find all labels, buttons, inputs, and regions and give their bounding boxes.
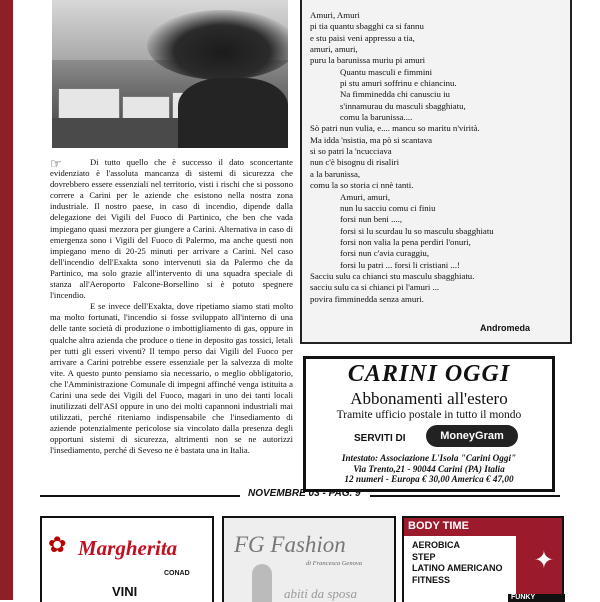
poem-line: Ma idda 'nsistia, ma pò si scantava [310,134,433,145]
left-red-edge [0,0,13,600]
poem-line: sacciu sulu ca si chianci pi l'amuri ... [310,282,440,293]
vini-label: VINI [112,584,138,599]
footer-rule [40,495,240,497]
margherita-name: Margherita [78,536,178,560]
poem-line: si so patri la 'ncucciava [310,146,392,157]
list-item: LATINO AMERICANO [412,563,503,573]
list-item: AEROBICA [412,540,461,550]
ad-address-line: 12 numeri - Europa € 30,00 America € 47,00 [344,474,514,485]
fire-photo [52,0,288,148]
page-footer [40,488,560,504]
poem-line: Amuri, Amuri [310,10,360,20]
ad-services-label: SERVITI DI [354,433,406,444]
poem-line: comu la barunissa.... [340,112,413,123]
poem-line: s'innamurau du masculi sbagghiatu, [340,100,466,111]
poem-signature: Andromeda [480,323,531,333]
poem-line: Amuri, amuri, [340,191,391,202]
fashion-name [234,532,346,558]
fashion-monogram: FG [234,532,265,557]
poem-line: nun lu sacciu comu ci finiu [340,202,436,213]
poem-line: forsi lu patri ... forsi li cristiani ...! [340,259,460,270]
list-item: STEP [412,551,436,562]
moneygram-logo: MoneyGram [426,425,518,447]
fashion-title: Fashion [270,532,346,557]
margherita-ad [40,516,214,602]
ad-address [306,453,552,485]
bodytime-title: BODY TIME [408,520,469,532]
poem-line: e stu paisi veni appressu a tia, [310,32,415,43]
poem-line: Sacciu sulu ca chianci stu masculu sbagghiatu. [310,270,475,281]
carini-oggi-ad [303,356,555,492]
dress-icon [252,564,272,602]
footer-page-label: NOVEMBRE 03 - PAG. 9 [248,488,361,499]
ad-address-line: Intestato: Associazione L'Isola "Carini Oggi" [341,453,517,463]
ad-title: Abbonamenti all'estero [350,389,508,408]
fashion-tagline: abiti da sposa [284,586,357,601]
poem-line: comu la so storia ci nnè tanti. [310,180,414,191]
poem-line: Na fimminedda chi canusciu iu [340,89,450,100]
poem-line: forsi non valia la pena perdiri l'onuri, [340,236,471,247]
ad-brand: CARINI OGGI [347,361,511,387]
flower-icon: ✿ [48,532,67,557]
conad-logo: CONAD [164,570,190,577]
bodytime-ad [402,516,564,602]
poem-line: Sò patri nun vulia, e.... mancu so maritu n'virità. [310,123,480,134]
poem-line: forsi nun beni ...., [340,214,403,225]
dancer-icon: ✦ [533,548,554,574]
poem-line: a la barunissa, [310,168,361,179]
poem-line: pi tia quantu sbagghi ca si fannu [310,21,424,32]
bodytime-list [412,540,503,586]
poem-line: forsi nun c'avia curaggiu, [340,248,430,259]
article-paragraph: E se invece dell'Exakta, dove ripetiamo siamo stati molto ma molto fortunati, l'incendio si fosse sviluppato all'interno di una delle tante società di produzione o imbottigliamento di gas, oppure in qualche altra azienda che produce o tiene in deposito gas tossici, letali per tutti gli esseri viventi? Il tempo perso dai Vigili del Fuoco per arrivare a Carini potrebbe essere essenziale per la salvezza di molte vite. A questo punto pensiamo sia necessario, o meglio obbligatorio, che l'Amministrazione Comunale di impegni affinché venga istituita a Carini una sede dei Vigili del Fuoco, magari in uno dei tanti locali inutilizzati dell'ASI oppure in uno dei molti capannoni industriali mai utilizzati, perché riteniamo indispensabile che l'insediamento di aziende potenzialmente pericolose sia vincolato dalla presenza degli opportuni sistemi di sicurezza, altrimenti non se ne autorizzi l'insediamento, perché di Seveso ne è bastata una in Italia. [50,301,293,456]
article-body [50,157,293,457]
poem-line: pi stu amuri soffrinu e chiancinu. [340,78,457,89]
ad-subtitle: Tramite ufficio postale in tutto il mondo [336,409,522,421]
poem-line: povira fimminedda senza amuri. [310,293,424,304]
poem-line: amuri, amuri, [310,44,358,55]
article-paragraph: Di tutto quello che è successo il dato sconcertante evidenziato è l'assoluta mancanza di sistemi di sicurezza che dovrebbero essere essenziali nel territorio, visti i rischi che si possono correre a Carini per le aziende che esistono nella nostra zona industriale. Il nostro paese, in caso di incendio, dipende dalla delegazione dei Vigili del Fuoco di Partinico, che ben che vada impiegano quasi mezzora per giungere a Carini. Alternativa in caso di emergenza sono i Vigili del Fuoco di Palermo, ma anche questi non impiegano meno di 20-25 minuti per arrivare a Carini. Nel caso dell'incendio dell'Exakta sono intervenuti sia da Palermo che da Partinico, ma solo grazie all'intervento di una squadra speciale di stanza all'Aeroporto Falcone-Borsellino si è potuto spegnere l'incendio. [50,157,293,301]
poem-line: Quantu masculi e fimmini [340,66,433,77]
footer-rule [370,495,560,497]
ad-address-line: Via Trento,21 - 90044 Carini (PA) Italia [353,463,505,474]
fashion-sub: di Francesca Genova [306,560,362,567]
bodytime-header [404,518,562,536]
poem-line: forsi si lu scurdau lu so masculu sbagghiatu [340,225,494,236]
poem [310,10,560,305]
pointing-hand-icon: ☞ [50,156,62,171]
fashion-ad [222,516,396,602]
poem-line: puru la barunissa muriu pi amuri [310,55,426,66]
funky-label: FUNKY [508,594,565,602]
list-item: FITNESS [412,574,451,585]
poem-line: nun c'è bisognu di risaliri [310,157,400,168]
